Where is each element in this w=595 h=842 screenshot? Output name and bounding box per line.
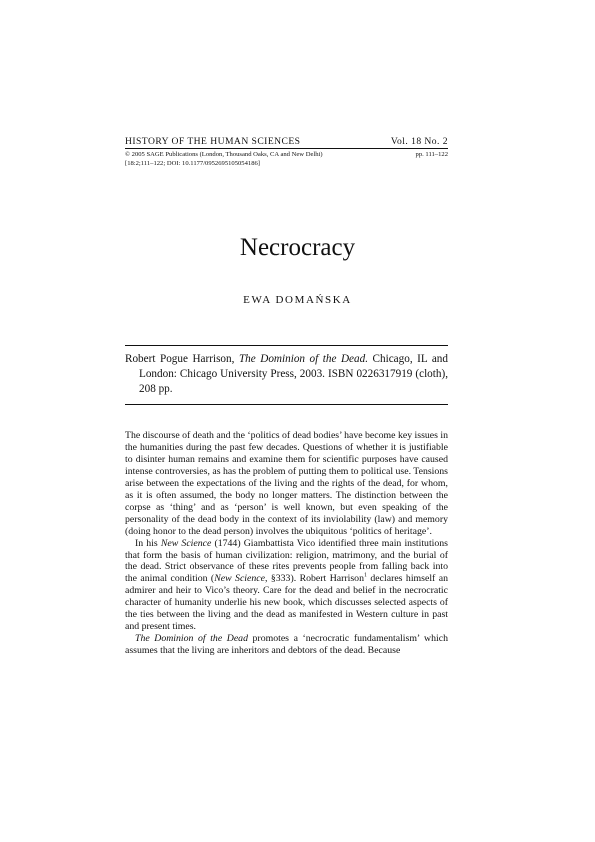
- p2-italic-new-science-2: New Science: [214, 573, 265, 585]
- article-body: [125, 430, 448, 657]
- paragraph-3: [125, 633, 448, 657]
- page-range: pp. 111–122: [415, 151, 448, 158]
- book-details: Chicago, IL and London: Chicago University Press, 2003. ISBN 0226317919 (cloth), 208 pp.: [139, 353, 448, 396]
- p3-italic-title: The Dominion of the Dead: [135, 633, 248, 645]
- book-title: The Dominion of the Dead.: [238, 353, 369, 365]
- book-author: Robert Pogue Harrison,: [125, 353, 239, 365]
- journal-header: [125, 136, 448, 168]
- paragraph-2: [125, 538, 448, 634]
- paragraph-1: The discourse of death and the ‘politics of dead bodies’ have become key issues in the humanities during the past few decades. Questions of whether it is justifiable to disinter human remains and examine them for scientific purposes have caused intense controversies, as has the problem of putting them to political use. Tensions arise between the expectations of the living and the rights of the dead, for whom, as it is often assumed, the body no longer matters. The distinction between the corpse as ‘thing’ and as ‘person’ is well known, but even speaking of the personality of the dead body in the context of its inviolability (law) and memory (doing honor to the dead person) involves the ubiquitous ‘politics of heritage’.: [125, 430, 449, 537]
- book-reference-box: [125, 345, 448, 405]
- publisher-line: © 2005 SAGE Publications (London, Thousand Oaks, CA and New Delhi): [125, 151, 323, 158]
- p2-text-c: (1744) Giambattista Vico identified three main institutions that form the basis of human civilization: religion, matrimony, and the burial of the dead. Strict observance of these rites prevents people from falling back into the animal condition (: [125, 537, 448, 585]
- journal-volume: Vol. 18 No. 2: [390, 136, 448, 147]
- book-citation: [125, 352, 448, 398]
- publisher-row: [125, 150, 448, 159]
- article-title: Necrocracy: [239, 234, 356, 261]
- doi-line: [18:2;111–122; DOI: 10.1177/0952695105054186]: [125, 160, 260, 167]
- footnote-marker[interactable]: 1: [363, 573, 367, 580]
- p2-italic-new-science: New Science: [160, 537, 212, 549]
- p2-text-a: In his: [135, 537, 161, 549]
- p2-text-f: declares himself an admirer and heir to Vico’s theory. Care for the dead and belief in the necrocratic character of humanity underlie his new book, which discusses selected aspects of the ties between the living and the dead as manifested in Western culture in past and present times.: [125, 573, 448, 633]
- header-rule: [125, 148, 448, 149]
- author-name: EWA DOMAŃSKA: [243, 294, 352, 306]
- p3-text: promotes a ‘necrocratic fundamentalism’ which assumes that the living are inheritors and debtors of the dead. Because: [125, 633, 448, 657]
- journal-name: HISTORY OF THE HUMAN SCIENCES: [125, 136, 301, 147]
- journal-title-row: [125, 136, 448, 147]
- p2-text-e: , §333). Robert Harrison: [264, 573, 364, 585]
